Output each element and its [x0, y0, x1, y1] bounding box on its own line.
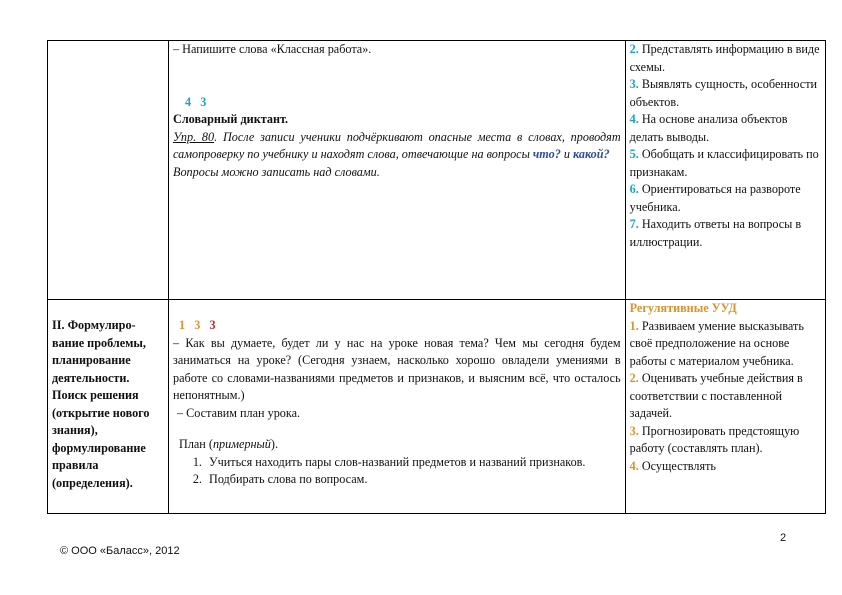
- table-row: [48, 300, 826, 514]
- uud-text: Выявлять сущность, особенности объектов.: [629, 77, 818, 109]
- uud-cell: [625, 41, 825, 300]
- icon-number: 3: [200, 94, 207, 109]
- uud-cell: [625, 300, 825, 514]
- lesson-icons: [173, 317, 621, 335]
- plan-label: [173, 436, 621, 454]
- plan-close: ).: [270, 437, 279, 451]
- uud-number: 2.: [629, 42, 639, 56]
- conjunction: и: [560, 147, 573, 161]
- uud-number: 3.: [629, 423, 639, 438]
- uud-item: [630, 216, 821, 251]
- uud-number: 6.: [629, 182, 639, 196]
- content-cell: [169, 41, 626, 300]
- uud-text: Ориентироваться на развороте учебника.: [629, 182, 801, 214]
- section-heading: Словарный диктант.: [173, 112, 289, 126]
- uud-item: [630, 423, 821, 458]
- uud-item: [630, 458, 821, 476]
- uud-item: [630, 111, 821, 146]
- question-word: какой?: [572, 147, 610, 161]
- uud-text: Представлять информацию в виде схемы.: [629, 42, 820, 74]
- plan-note: примерный: [212, 437, 271, 451]
- icon-number: 1: [179, 318, 186, 332]
- uud-number: 5.: [629, 147, 639, 161]
- lesson-plan-table: [47, 40, 826, 514]
- uud-text: Прогнозировать предстоящую работу (составлять план).: [629, 423, 800, 455]
- uud-text: Осуществлять: [638, 458, 716, 473]
- uud-number: 4.: [629, 112, 639, 126]
- exercise-note: Вопросы можно записать над словами.: [173, 164, 380, 179]
- stage-cell: [48, 300, 169, 514]
- icon-number: 4: [185, 94, 192, 109]
- exercise-ref: Упр. 80: [173, 129, 215, 144]
- list-item: 1. Учиться находить пары слов-названий предметов и названий признаков.: [205, 454, 621, 472]
- uud-item: [630, 146, 821, 181]
- uud-item: [630, 76, 821, 111]
- stage-title: II. Формулиро-вание проблемы, планирование деятельности. Поиск решения (открытие нового знания), формулирование правила (определения).: [52, 318, 150, 490]
- plan-label-text: План (: [179, 437, 213, 451]
- page-number: 2: [780, 532, 787, 544]
- uud-text: Оценивать учебные действия в соответствии с поставленной задачей.: [629, 371, 803, 420]
- uud-item: [630, 41, 821, 76]
- uud-item: [630, 318, 821, 371]
- uud-text: На основе анализа объектов делать выводы.: [629, 112, 788, 144]
- table-row: [48, 41, 826, 300]
- uud-item: [630, 370, 821, 423]
- question-word: что?: [532, 147, 561, 161]
- stage-cell-empty: [48, 41, 169, 300]
- uud-heading: Регулятивные УУД: [629, 301, 737, 315]
- teacher-question: – Как вы думаете, будет ли у нас на уроке новая тема? Чем мы сегодня будем заниматься на уроке? (Сегодня узнаем, насколько хорошо овладели умениями в работе со словами-названиями предметов и признаков, и выясним всё, что осталось непонятным.): [173, 335, 621, 402]
- lesson-icons: [173, 94, 621, 112]
- uud-item: [630, 181, 821, 216]
- plan-list: [173, 454, 621, 489]
- icon-number: 3: [209, 318, 216, 332]
- uud-number: 1.: [629, 318, 639, 333]
- uud-number: 4.: [629, 458, 639, 473]
- uud-number: 7.: [629, 217, 639, 231]
- exercise-text: [173, 129, 621, 164]
- copyright-footer: © ООО «Баласс», 2012: [60, 545, 180, 557]
- plan-call: – Составим план урока.: [177, 405, 301, 420]
- exercise-description: . После записи ученики подчёркивают опасные места в словах, проводят самопроверку по учебнику и находят слова, отвечающие на вопросы: [173, 129, 621, 161]
- uud-number: 3.: [629, 77, 639, 91]
- instruction-line: – Напишите слова «Классная работа».: [173, 42, 372, 56]
- content-cell: [169, 300, 626, 514]
- list-item: 2. Подбирать слова по вопросам.: [205, 471, 621, 489]
- uud-text: Обобщать и классифицировать по признакам.: [629, 147, 819, 179]
- uud-text: Развиваем умение высказывать своё предположение на основе работы с материалом учебника.: [629, 318, 804, 368]
- icon-number: 3: [194, 318, 201, 332]
- uud-text: Находить ответы на вопросы в иллюстрации.: [629, 217, 802, 249]
- uud-number: 2.: [629, 371, 639, 385]
